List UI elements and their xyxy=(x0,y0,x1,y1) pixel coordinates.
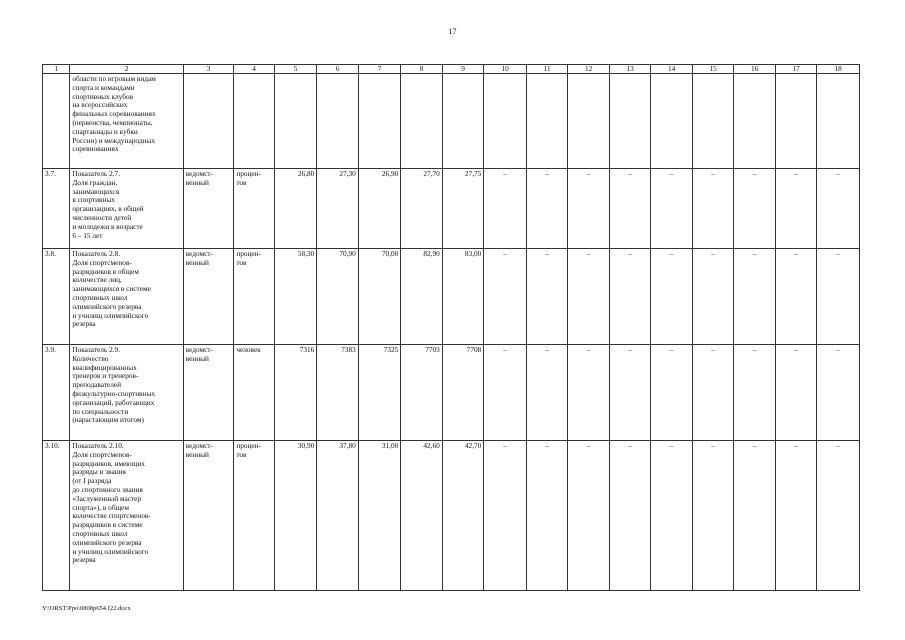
dash-cell: – xyxy=(568,345,610,441)
indicator-name xyxy=(70,169,183,249)
empty-cell xyxy=(817,74,860,169)
text-line: на всероссийских xyxy=(72,100,128,110)
row-code: 3.8. xyxy=(43,249,70,345)
row-code: 3.7. xyxy=(43,169,70,249)
column-header-17: 17 xyxy=(775,65,817,74)
text-line: спортивных школ xyxy=(72,528,128,538)
column-header-1: 1 xyxy=(43,65,70,74)
empty-cell xyxy=(484,74,527,169)
value-cell: 27,75 xyxy=(442,169,484,249)
dash-cell: – xyxy=(484,441,527,591)
value-cell: 70,00 xyxy=(358,249,401,345)
text-line: венный xyxy=(185,449,209,459)
column-header-13: 13 xyxy=(609,65,651,74)
dash-cell: – xyxy=(775,345,817,441)
text-line: в спортивных xyxy=(72,195,115,205)
unit-cell xyxy=(234,345,274,441)
column-header-7: 7 xyxy=(358,65,401,74)
text-line: и училищ олимпийского xyxy=(72,310,149,320)
text-line: физкультурно-спортивных xyxy=(72,388,156,398)
dash-cell: – xyxy=(609,169,651,249)
dash-cell: – xyxy=(734,169,776,249)
empty-cell xyxy=(568,74,610,169)
text-line: Показатель 2.9. xyxy=(72,345,121,354)
dash-cell: – xyxy=(568,249,610,345)
dash-cell: – xyxy=(651,441,693,591)
column-number-row xyxy=(43,65,860,74)
value-cell: 82,90 xyxy=(401,249,443,345)
text-line: организациях, в общей xyxy=(72,204,144,214)
source-cell xyxy=(183,345,234,441)
dash-cell: – xyxy=(568,441,610,591)
source-cell xyxy=(183,441,234,591)
column-header-18: 18 xyxy=(817,65,860,74)
text-line: процен- xyxy=(236,169,261,178)
text-line: соревнованиях xyxy=(72,144,119,154)
value-cell: 26,90 xyxy=(358,169,401,249)
dash-cell: – xyxy=(609,249,651,345)
value-cell: 7325 xyxy=(358,345,401,441)
empty-cell xyxy=(317,74,359,169)
indicator-name xyxy=(70,345,183,441)
text-line: венный xyxy=(185,177,209,187)
text-line: России) и международных xyxy=(72,135,155,145)
indicator-name xyxy=(70,441,183,591)
text-line: занимающихся в системе xyxy=(72,284,151,294)
value-cell: 7316 xyxy=(274,345,317,441)
column-header-6: 6 xyxy=(317,65,359,74)
dash-cell: – xyxy=(692,441,734,591)
table-row xyxy=(43,169,860,249)
text-line: процен- xyxy=(236,441,261,450)
text-line: преподавателей xyxy=(72,380,122,390)
empty-cell xyxy=(775,74,817,169)
footer-file-path: Y:\ORST\Ppo\0808p654.f22.docx xyxy=(42,605,131,612)
text-line: 6 – 15 лет xyxy=(72,230,103,240)
dash-cell: – xyxy=(651,249,693,345)
text-line: разряды и звания xyxy=(72,467,126,477)
value-cell: 42,70 xyxy=(442,441,484,591)
empty-cell xyxy=(183,74,234,169)
dash-cell: – xyxy=(734,345,776,441)
dash-cell: – xyxy=(817,169,860,249)
text-line: Показатель 2.8. xyxy=(72,249,121,258)
dash-cell: – xyxy=(526,345,568,441)
dash-cell: – xyxy=(775,441,817,591)
text-line: разрядников в общем xyxy=(72,266,139,276)
dash-cell: – xyxy=(484,249,527,345)
column-header-2: 2 xyxy=(70,65,183,74)
empty-cell xyxy=(442,74,484,169)
text-line: ведомст- xyxy=(185,441,213,450)
text-line: Доля спортсменов- xyxy=(72,257,132,267)
text-line: спорта»), в общем xyxy=(72,502,130,512)
column-header-4: 4 xyxy=(234,65,274,74)
dash-cell: – xyxy=(692,249,734,345)
column-header-16: 16 xyxy=(734,65,776,74)
row-code: 3.9. xyxy=(43,345,70,441)
dash-cell: – xyxy=(609,345,651,441)
text-line: и училищ олимпийского xyxy=(72,546,149,556)
text-line: спорта и командами xyxy=(72,82,135,92)
text-line: организаций, работающих xyxy=(72,397,155,407)
text-line: финальных соревнованиях xyxy=(72,109,156,119)
text-line: резерва xyxy=(72,555,96,565)
empty-cell xyxy=(274,74,317,169)
dash-cell: – xyxy=(484,169,527,249)
value-cell: 7708 xyxy=(442,345,484,441)
empty-cell xyxy=(734,74,776,169)
text-line: ведомст- xyxy=(185,169,213,178)
text-line: количестве спортсменов- xyxy=(72,511,151,521)
dash-cell: – xyxy=(651,345,693,441)
dash-cell: – xyxy=(484,345,527,441)
text-line: (первенства, чемпионаты, xyxy=(72,117,153,127)
column-header-12: 12 xyxy=(568,65,610,74)
source-cell xyxy=(183,169,234,249)
text-line: области по игровым видам xyxy=(72,74,156,83)
value-cell: 27,30 xyxy=(317,169,359,249)
text-line: квалифицированных xyxy=(72,362,137,372)
row-code: 3.10. xyxy=(43,441,70,591)
value-cell: 70,90 xyxy=(317,249,359,345)
value-cell: 83,00 xyxy=(442,249,484,345)
value-cell: 30,90 xyxy=(274,441,317,591)
text-line: до спортивного звания xyxy=(72,484,143,494)
table-row xyxy=(43,441,860,591)
column-header-5: 5 xyxy=(274,65,317,74)
table-row xyxy=(43,345,860,441)
dash-cell: – xyxy=(609,441,651,591)
column-header-10: 10 xyxy=(484,65,527,74)
text-line: Доля спортсменов- xyxy=(72,449,132,459)
text-line: по специальности xyxy=(72,406,129,416)
text-line: и молодежи в возрасте xyxy=(72,221,143,231)
indicators-table xyxy=(42,64,860,591)
text-line: олимпийского резерва xyxy=(72,301,142,311)
text-line: тов xyxy=(236,257,247,267)
empty-cell xyxy=(234,74,274,169)
text-line: Доля граждан, xyxy=(72,177,118,187)
dash-cell: – xyxy=(775,169,817,249)
empty-cell xyxy=(358,74,401,169)
value-cell: 31,00 xyxy=(358,441,401,591)
text-line: разрядников, имеющих xyxy=(72,458,145,468)
dash-cell: – xyxy=(775,249,817,345)
text-line: Количество xyxy=(72,353,109,363)
dash-cell: – xyxy=(734,249,776,345)
text-line: процен- xyxy=(236,249,261,258)
continuation-row xyxy=(43,74,860,169)
unit-cell xyxy=(234,169,274,249)
column-header-14: 14 xyxy=(651,65,693,74)
column-header-15: 15 xyxy=(692,65,734,74)
value-cell: 27,70 xyxy=(401,169,443,249)
empty-cell xyxy=(526,74,568,169)
text-line: (нарастающим итогом) xyxy=(72,415,144,425)
text-line: спортивных клубов xyxy=(72,91,134,101)
dash-cell: – xyxy=(526,249,568,345)
value-cell: 42,60 xyxy=(401,441,443,591)
text-line: ведомст- xyxy=(185,345,213,354)
text-line: (от I разряда xyxy=(72,476,112,486)
dash-cell: – xyxy=(817,345,860,441)
unit-cell xyxy=(234,249,274,345)
dash-cell: – xyxy=(651,169,693,249)
column-header-3: 3 xyxy=(183,65,234,74)
source-cell xyxy=(183,249,234,345)
text-line: человек xyxy=(236,345,261,354)
text-line: численности детей xyxy=(72,212,132,222)
text-line: венный xyxy=(185,353,209,363)
value-cell: 7703 xyxy=(401,345,443,441)
column-header-9: 9 xyxy=(442,65,484,74)
dash-cell: – xyxy=(692,169,734,249)
dash-cell: – xyxy=(526,169,568,249)
value-cell: 37,80 xyxy=(317,441,359,591)
empty-cell xyxy=(609,74,651,169)
text-line: тов xyxy=(236,177,247,187)
text-line: ведомст- xyxy=(185,249,213,258)
text-line: тренеров и тренеров- xyxy=(72,371,139,381)
text-line: Показатель 2.7. xyxy=(72,169,121,178)
dash-cell: – xyxy=(526,441,568,591)
text-line: количестве лиц, xyxy=(72,275,122,285)
unit-cell xyxy=(234,441,274,591)
text-line: спартакиады и кубки xyxy=(72,126,138,136)
empty-cell xyxy=(651,74,693,169)
column-header-11: 11 xyxy=(526,65,568,74)
empty-cell xyxy=(401,74,443,169)
dash-cell: – xyxy=(692,345,734,441)
dash-cell: – xyxy=(817,441,860,591)
indicator-name xyxy=(70,249,183,345)
empty-cell xyxy=(692,74,734,169)
value-cell: 26,80 xyxy=(274,169,317,249)
continuation-indicator-text xyxy=(70,74,183,169)
dash-cell: – xyxy=(817,249,860,345)
value-cell: 58,30 xyxy=(274,249,317,345)
text-line: Показатель 2.10. xyxy=(72,441,124,450)
text-line: занимающихся xyxy=(72,186,120,196)
text-line: спортивных школ xyxy=(72,292,128,302)
column-header-8: 8 xyxy=(401,65,443,74)
value-cell: 7383 xyxy=(317,345,359,441)
dash-cell: – xyxy=(568,169,610,249)
text-line: разрядников в системе xyxy=(72,520,143,530)
text-line: резерва xyxy=(72,319,96,329)
empty-cell xyxy=(43,74,70,169)
text-line: венный xyxy=(185,257,209,267)
page-number: 17 xyxy=(448,27,457,36)
table-row xyxy=(43,249,860,345)
dash-cell: – xyxy=(734,441,776,591)
text-line: тов xyxy=(236,449,247,459)
text-line: олимпийского резерва xyxy=(72,537,142,547)
text-line: «Заслуженный мастер xyxy=(72,493,142,503)
